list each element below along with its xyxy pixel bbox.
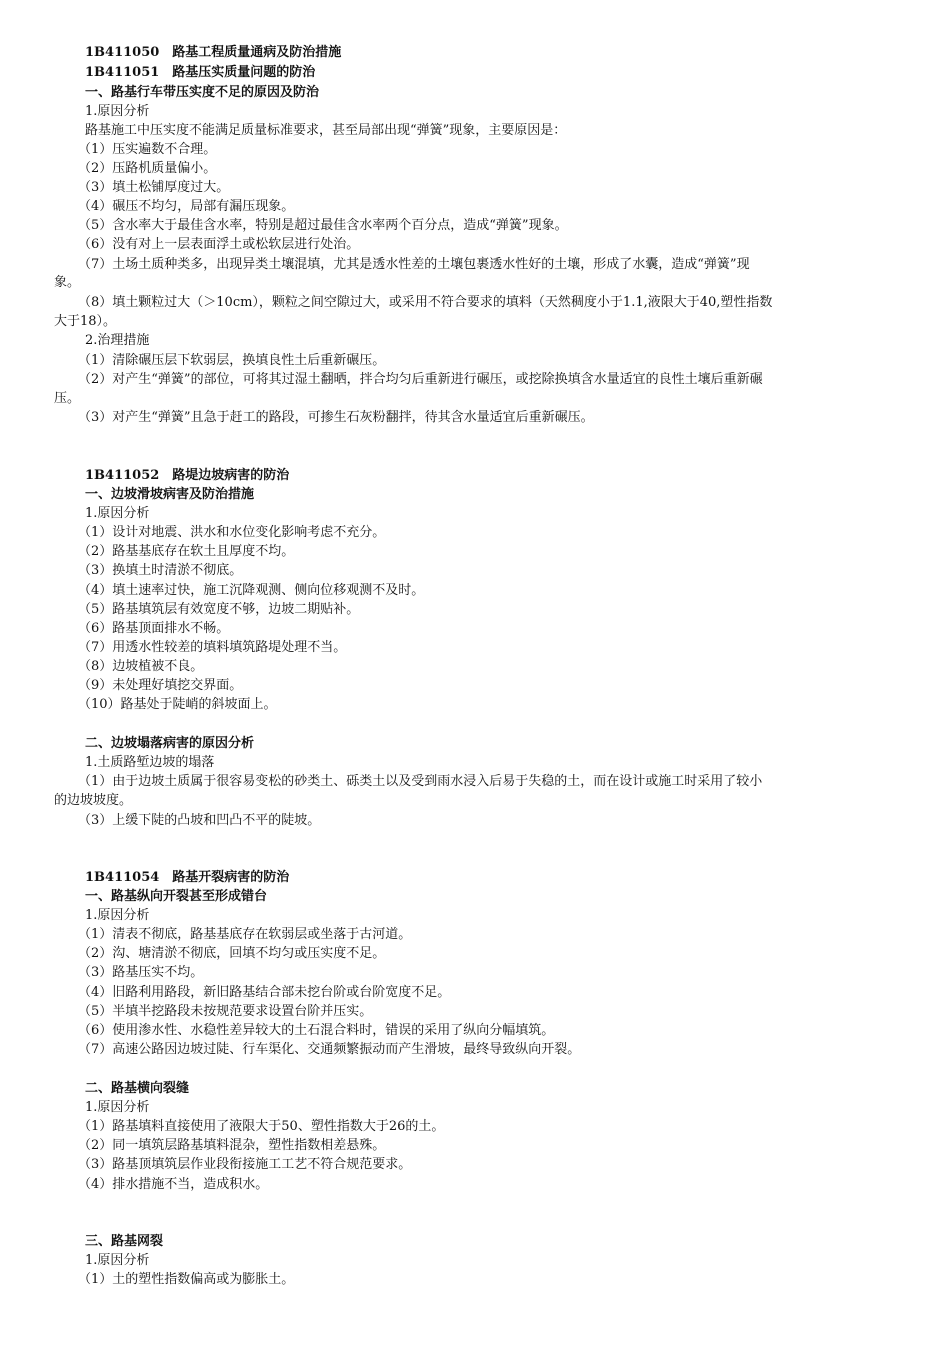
- list-item: （1）土的塑性指数偏高或为膨胀土。: [78, 1272, 295, 1287]
- list-item: （2）对产生“弹簧”的部位，可将其过湿土翻晒，拌合均匀后重新进行碾压，或挖除换填含水量适宜的良性土壤后重新碾: [78, 372, 763, 387]
- list-item: （3）路基顶填筑层作业段衔接施工工艺不符合规范要求。: [78, 1157, 412, 1172]
- subheading-cause-analysis: 1.原因分析: [85, 1253, 150, 1268]
- list-item: （9）未处理好填挖交界面。: [78, 678, 243, 693]
- heading-slope-collapse: 二、边坡塌落病害的原因分析: [85, 736, 255, 751]
- list-item: （3）换填土时清淤不彻底。: [78, 563, 243, 578]
- list-item: （5）路基填筑层有效宽度不够，边坡二期贴补。: [78, 602, 360, 617]
- list-item: （3）对产生“弹簧”且急于赶工的路段，可掺生石灰粉翻拌，待其含水量适宜后重新碾压。: [78, 410, 594, 425]
- list-item: （2）同一填筑层路基填料混杂，塑性指数相差悬殊。: [78, 1138, 386, 1153]
- list-item: （8）边坡植被不良。: [78, 659, 204, 674]
- list-item: （1）路基填料直接使用了液限大于50、塑性指数大于26的土。: [78, 1119, 445, 1134]
- list-item: （7）用透水性较差的填料填筑路堤处理不当。: [78, 640, 347, 655]
- subheading-remedy: 2.治理措施: [85, 333, 150, 348]
- list-item-continuation: 大于18）。: [54, 314, 117, 329]
- heading-compaction-deficiency: 一、路基行车带压实度不足的原因及防治: [85, 85, 320, 100]
- list-item: （7）高速公路因边坡过陡、行车渠化、交通频繁振动而产生滑坡，最终导致纵向开裂。: [78, 1042, 581, 1057]
- list-item-continuation: 的边坡坡度。: [54, 793, 133, 808]
- list-item: （4）旧路利用路段，新旧路基结合部未挖台阶或台阶宽度不足。: [78, 985, 451, 1000]
- list-item: （2）压路机质量偏小。: [78, 161, 217, 176]
- list-item: （7）土场土质种类多，出现异类土壤混填，尤其是透水性差的土壤包裹透水性好的土壤，形成了水囊，造成“弹簧”现: [78, 257, 750, 272]
- list-item: （4）排水措施不当，造成积水。: [78, 1177, 269, 1192]
- heading-longitudinal-crack: 一、路基纵向开裂甚至形成错台: [85, 889, 268, 904]
- section-code-1b411052: 1B411052 路堤边坡病害的防治: [85, 468, 290, 483]
- subheading-cause-analysis: 1.原因分析: [85, 1100, 150, 1115]
- section-code-1b411050: 1B411050 路基工程质量通病及防治措施: [85, 45, 342, 60]
- list-item: （8）填土颗粒过大（＞10cm），颗粒之间空隙过大，或采用不符合要求的填料（天然稠度小于1.1,液限大于40,塑性指数: [78, 295, 773, 310]
- list-item: （1）设计对地震、洪水和水位变化影响考虑不充分。: [78, 525, 386, 540]
- list-item: （5）含水率大于最佳含水率，特别是超过最佳含水率两个百分点，造成“弹簧”现象。: [78, 218, 568, 233]
- subheading-cause-analysis: 1.原因分析: [85, 506, 150, 521]
- list-item: （6）没有对上一层表面浮土或松软层进行处治。: [78, 237, 360, 252]
- list-item-continuation: 压。: [54, 391, 81, 406]
- list-item: （1）由于边坡土质属于很容易变松的砂类土、砾类土以及受到雨水浸入后易于失稳的土，而在设计或施工时采用了较小: [78, 774, 763, 789]
- subheading-cause-analysis: 1.原因分析: [85, 104, 150, 119]
- list-item: （1）清除碾压层下软弱层，换填良性土后重新碾压。: [78, 353, 386, 368]
- section-code-1b411051: 1B411051 路基压实质量问题的防治: [85, 65, 316, 80]
- subheading-cause-analysis: 1.原因分析: [85, 908, 150, 923]
- list-item: （2）路基基底存在软土且厚度不均。: [78, 544, 295, 559]
- list-item: （3）上缓下陡的凸坡和凹凸不平的陡坡。: [78, 813, 321, 828]
- list-item: （4）碾压不均匀，局部有漏压现象。: [78, 199, 295, 214]
- section-code-1b411054: 1B411054 路基开裂病害的防治: [85, 870, 290, 885]
- list-item: （5）半填半挖路段未按规范要求设置台阶并压实。: [78, 1004, 373, 1019]
- list-item: （6）路基顶面排水不畅。: [78, 621, 230, 636]
- heading-mesh-crack: 三、路基网裂: [85, 1234, 164, 1249]
- heading-slope-landslide: 一、边坡滑坡病害及防治措施: [85, 487, 255, 502]
- list-item: （1）压实遍数不合理。: [78, 142, 217, 157]
- list-item: （6）使用渗水性、水稳性差异较大的土石混合料时，错误的采用了纵向分幅填筑。: [78, 1023, 555, 1038]
- list-item: （2）沟、塘清淤不彻底，回填不均匀或压实度不足。: [78, 946, 386, 961]
- subheading-cutting-slope: 1.土质路堑边坡的塌落: [85, 755, 215, 770]
- list-item: （10）路基处于陡峭的斜坡面上。: [78, 697, 277, 712]
- list-item: （4）填土速率过快，施工沉降观测、侧向位移观测不及时。: [78, 583, 425, 598]
- heading-transverse-crack: 二、路基横向裂缝: [85, 1081, 190, 1096]
- list-item-continuation: 象。: [54, 275, 81, 290]
- list-item: （1）清表不彻底，路基基底存在软弱层或坐落于古河道。: [78, 927, 412, 942]
- paragraph-intro: 路基施工中压实度不能满足质量标准要求，甚至局部出现“弹簧”现象，主要原因是：: [85, 123, 567, 138]
- list-item: （3）填土松铺厚度过大。: [78, 180, 230, 195]
- list-item: （3）路基压实不均。: [78, 965, 204, 980]
